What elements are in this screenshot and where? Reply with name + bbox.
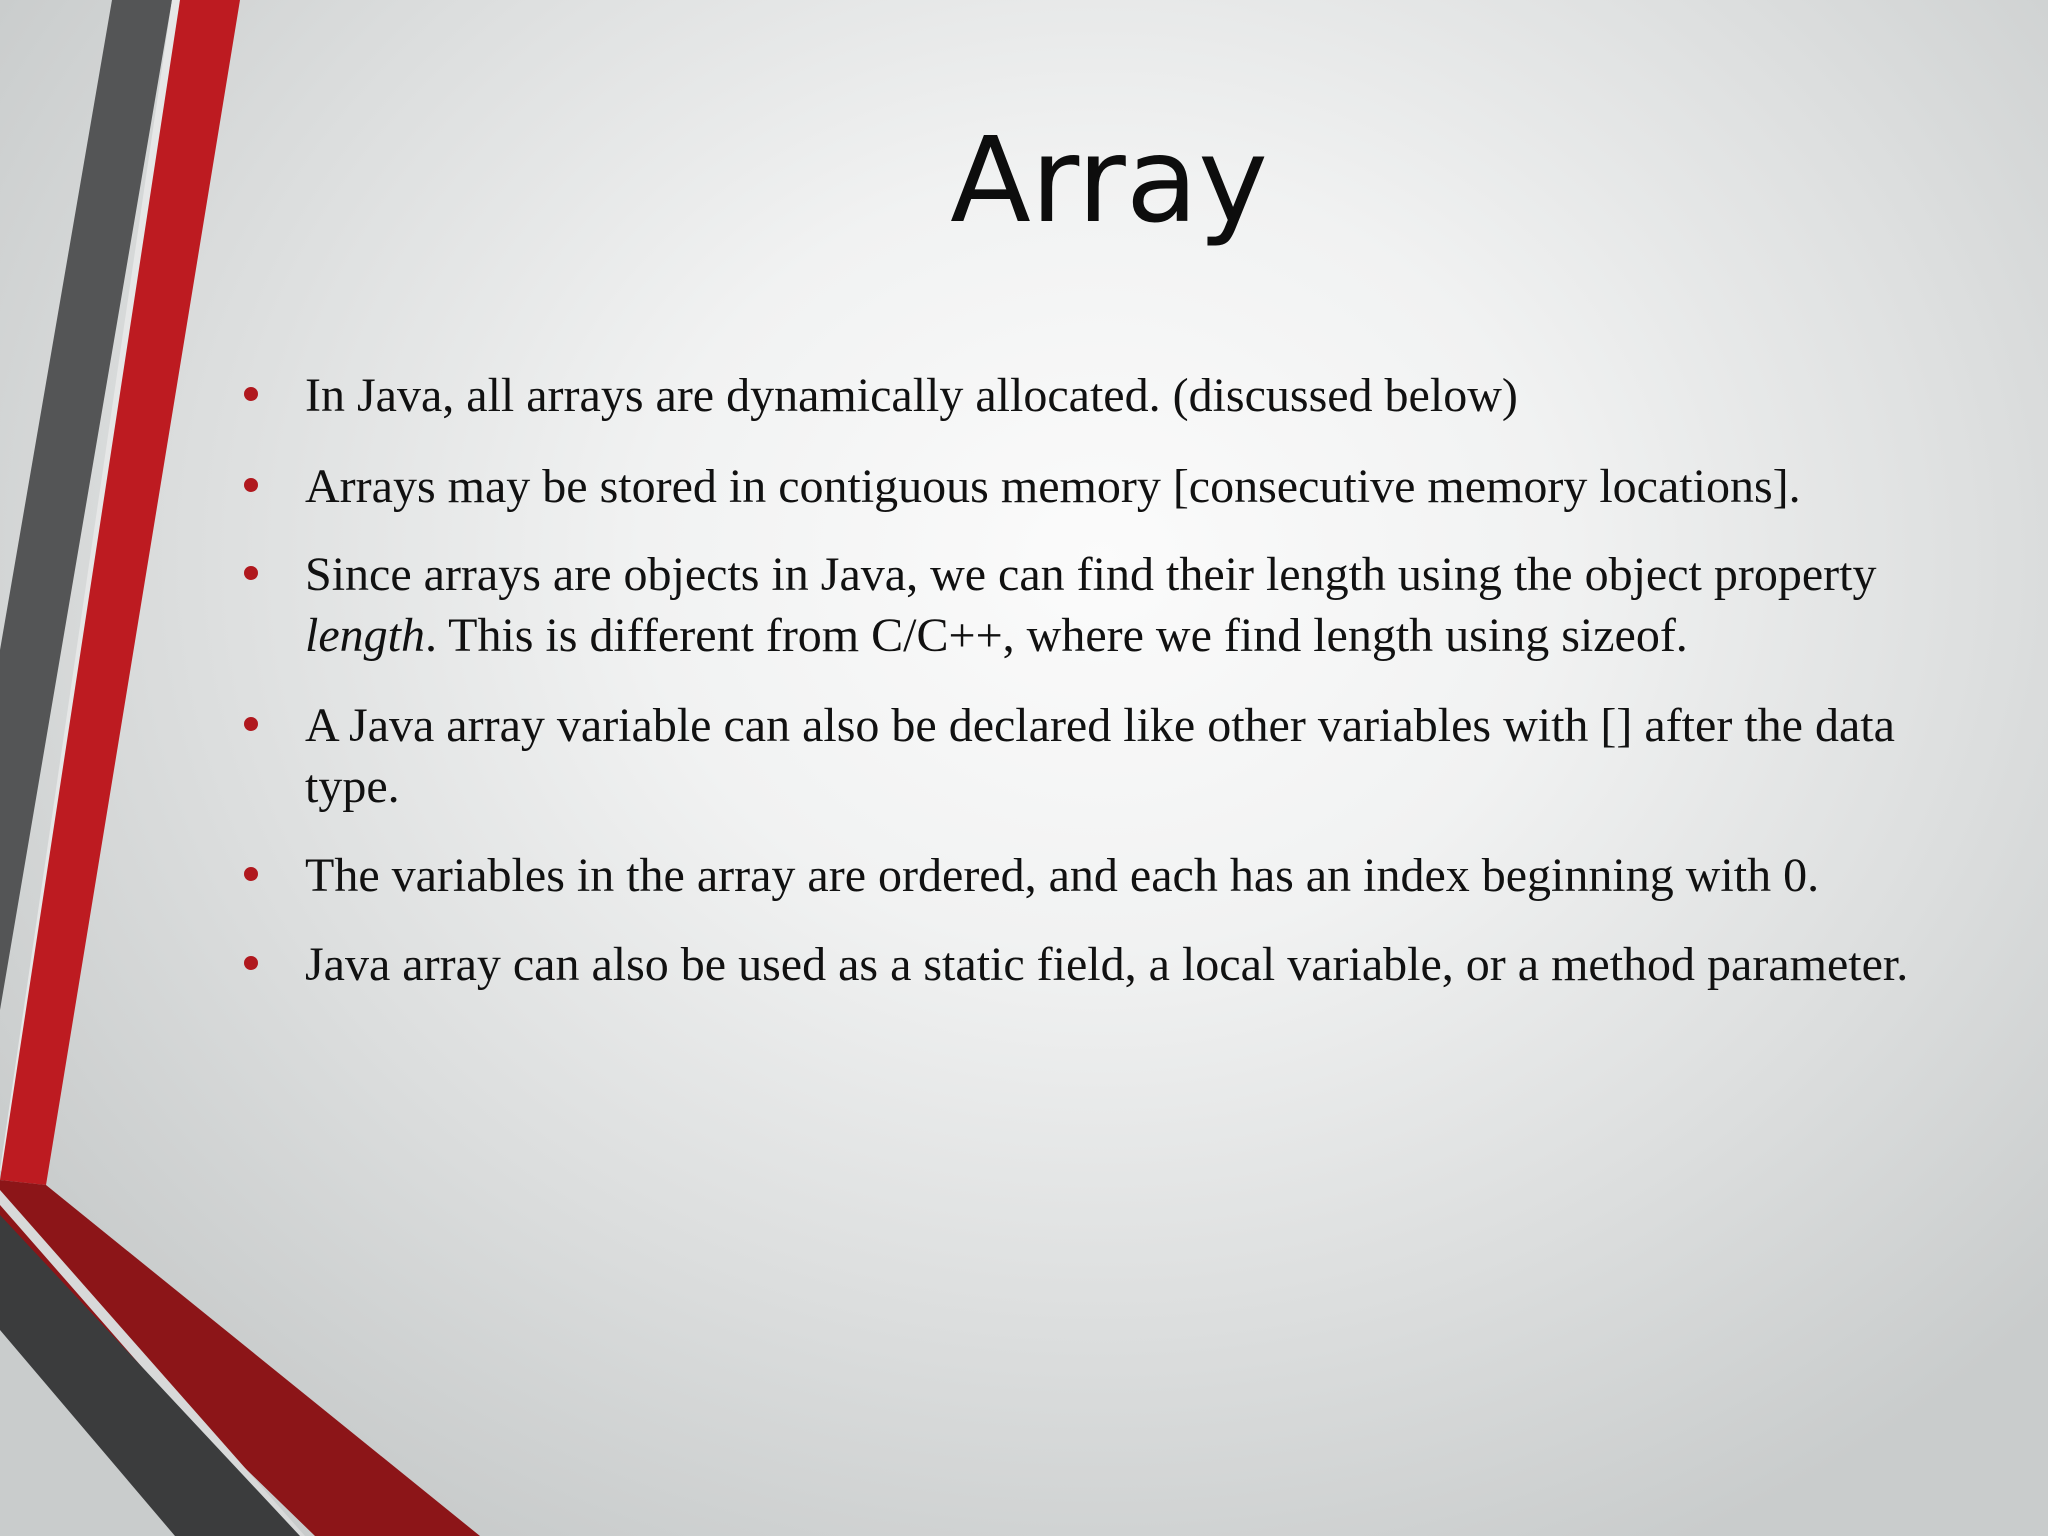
bullet-item <box>244 695 1920 817</box>
bullet-dot-icon <box>244 478 258 492</box>
bullet-item <box>244 365 1920 426</box>
bullet-dot-icon <box>244 867 258 881</box>
bullet-text-prefix: Since arrays are objects in Java, we can find their length using the object property <box>305 548 1877 601</box>
bullet-text: The variables in the array are ordered, and each has an index beginning with 0. <box>305 849 1820 902</box>
bullet-item <box>244 456 1920 517</box>
bullet-item <box>244 544 1920 666</box>
slide-title: Array <box>950 111 1268 249</box>
bullet-item <box>244 934 1920 995</box>
bullet-text: In Java, all arrays are dynamically allocated. (discussed below) <box>305 369 1518 422</box>
bullet-text-suffix: . This is different from C/C++, where we find length using sizeof. <box>424 609 1688 662</box>
bullet-dot-icon <box>244 717 258 731</box>
bullet-list <box>244 365 1920 1025</box>
bullet-text: A Java array variable can also be declared like other variables with [] after the data type. <box>305 699 1895 813</box>
bullet-text: Java array can also be used as a static field, a local variable, or a method parameter. <box>305 938 1909 991</box>
bullet-text: Arrays may be stored in contiguous memory [consecutive memory locations]. <box>305 460 1801 513</box>
bullet-text-italic: length <box>305 609 425 662</box>
bullet-dot-icon <box>244 566 258 580</box>
bullet-item <box>244 845 1920 906</box>
bullet-dot-icon <box>244 956 258 970</box>
bullet-dot-icon <box>244 387 258 401</box>
